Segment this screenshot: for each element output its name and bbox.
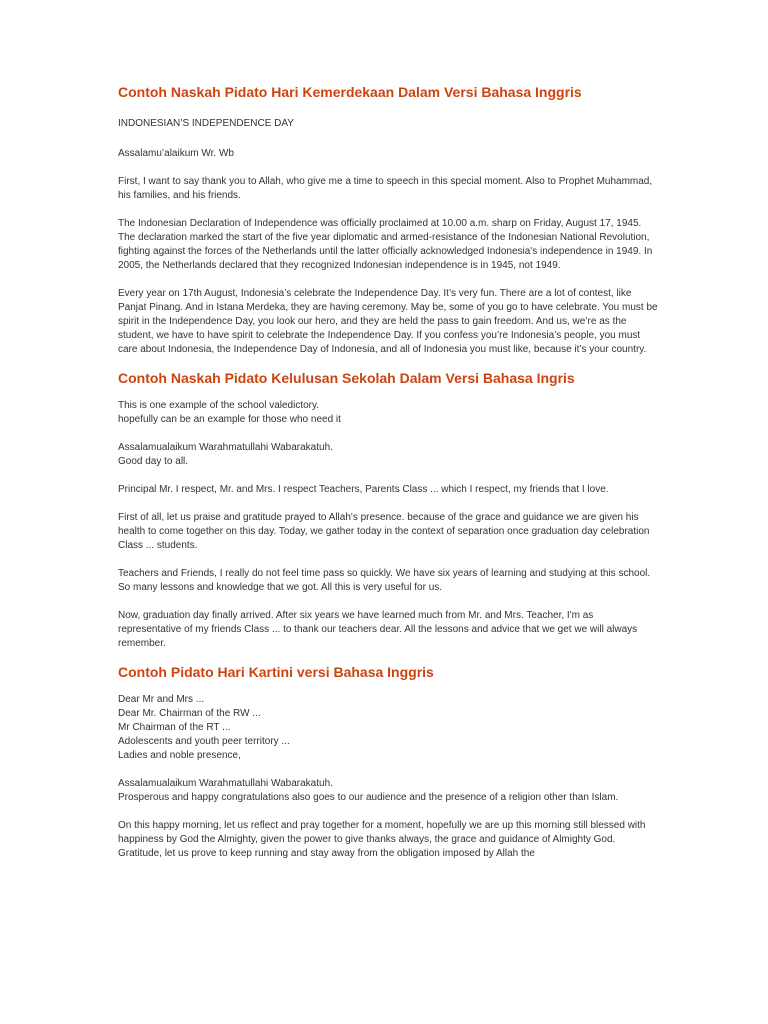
address-line: Dear Mr. Chairman of the RW ...: [118, 708, 261, 719]
section1-greeting: Assalamu’alaikum Wr. Wb: [118, 148, 234, 159]
section3-paragraph-1: On this happy morning, let us reflect and pray together for a moment, hopefully we are up this morning still blessed with happiness by God the Almighty, given the power to give thanks always, the grace and guidance of Almighty God. Gratitude, let us prove to keep running and stay away from the obligation imposed by Allah the: [118, 820, 646, 859]
section3-heading: Contoh Pidato Hari Kartini versi Bahasa Inggris: [118, 664, 434, 680]
section2-paragraph-1: Principal Mr. I respect, Mr. and Mrs. I respect Teachers, Parents Class ... which I respect, my friends that I love.: [118, 484, 609, 495]
document-content: [118, 83, 658, 861]
section1-paragraph-2: The Indonesian Declaration of Independence was officially proclaimed at 10.00 a.m. sharp on Friday, August 17, 1945. The declaration marked the start of the five year diplomatic and armed-resistance of the Indonesian National Revolution, fighting against the forces of the Netherlands until the latter officially acknowledged Indonesia's independence in 1949. In 2005, the Netherlands declared that they recognized Indonesian independence is in 1945, not 1949.: [118, 218, 653, 271]
section1-subtitle: INDONESIAN’S INDEPENDENCE DAY: [118, 118, 294, 129]
section3-address: [118, 693, 658, 763]
section3-greeting-line-1: Assalamualaikum Warahmatullahi Wabarakatuh.: [118, 778, 333, 789]
section1-paragraph-1: First, I want to say thank you to Allah, who give me a time to speech in this special moment. Also to Prophet Muhammad, his families, and his friends.: [118, 176, 653, 201]
section1-heading: Contoh Naskah Pidato Hari Kemerdekaan Dalam Versi Bahasa Inggris: [118, 84, 582, 100]
section3-greeting: [118, 777, 658, 805]
address-line: Adolescents and youth peer territory ...: [118, 736, 290, 747]
section2-paragraph-4: Now, graduation day finally arrived. After six years we have learned much from Mr. and Mrs. Teacher, I'm as representative of my friends Class ... to thank our teachers dear. All the lessons and advice that we get we will always remember.: [118, 610, 638, 649]
section2-greeting-line-2: Good day to all.: [118, 456, 189, 467]
address-line: Ladies and noble presence,: [118, 750, 241, 761]
section2-paragraph-2: First of all, let us praise and gratitude prayed to Allah's presence. because of the grace and guidance we are given his health to come together on this day. Today, we gather today in the context of separation once graduation day celebration Class ... students.: [118, 512, 650, 551]
section2-paragraph-3: Teachers and Friends, I really do not feel time pass so quickly. We have six years of learning and studying at this school. So many lessons and knowledge that we got. All this is very useful for us.: [118, 568, 651, 593]
section2-heading: Contoh Naskah Pidato Kelulusan Sekolah Dalam Versi Bahasa Ingris: [118, 370, 575, 386]
section2-intro-line-1: This is one example of the school valedictory.: [118, 400, 320, 411]
section2-intro: [118, 399, 658, 427]
address-line: Mr Chairman of the RT ...: [118, 722, 231, 733]
section2-greeting: [118, 441, 658, 469]
section3-greeting-line-2: Prosperous and happy congratulations also goes to our audience and the presence of a religion other than Islam.: [118, 792, 619, 803]
section2-intro-line-2: hopefully can be an example for those who need it: [118, 414, 341, 425]
section1-paragraph-3: Every year on 17th August, Indonesia’s celebrate the Independence Day. It’s very fun. There are a lot of contest, like Panjat Pinang. And in Istana Merdeka, they are having ceremony. May be, some of you go to have celebrate. You must be spirit in the Independence Day, you look our hero, and they are held the pass to gain freedom. And us, we’re as the student, we have to have spirit to celebrate the Independence Day. If you confess you’re Indonesia’s people, you must care about Indonesia, the Independence Day of Indonesia, and all of Indonesia you must like, because it’s your country.: [118, 288, 658, 355]
address-line: Dear Mr and Mrs ...: [118, 694, 205, 705]
section2-greeting-line-1: Assalamualaikum Warahmatullahi Wabarakatuh.: [118, 442, 333, 453]
